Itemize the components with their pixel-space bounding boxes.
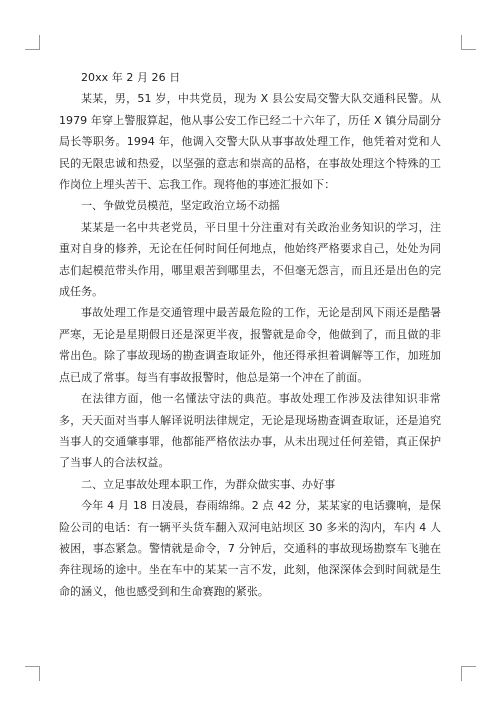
section-heading-2: 二、立足事故处理本职工作，为群众做实事、办好事 [81, 477, 336, 491]
body-paragraph: 在法律方面，他一名懂法守法的典范。事故处理工作涉及法律知识非常多，天天面对当事人解译说明法律规定，无论是现场勘查调查取证，还是追究当事人的交通肇事罪，他都能严格依法办事，从未出现过任何差错，真正保护了当事人的合法权益。 [59, 392, 441, 470]
section-heading-1: 一、争做党员模范，坚定政治立场不动摇 [81, 199, 280, 213]
crop-mark-top-left [25, 35, 40, 50]
body-paragraph: 今年 4 月 18 日凌晨，春雨绵绵。2 点 42 分，某某家的电话骤响，是保险公司的电话：有一辆平头货车翻入双河电站坝区 30 多米的沟内，车内 4 人被困，事态紧急。警情就是命令，7 分钟后，交通科的事故现场勘察车飞驰在奔往现场的途中。坐在车中的某某一言不发，此刻，他深深体会到时间就是生命的涵义，他也感受到和生命赛跑的紧张。 [59, 499, 441, 598]
crop-mark-bottom-left [25, 666, 40, 681]
intro-paragraph: 某某，男，51 岁，中共党员，现为 X 县公安局交警大队交通科民警。从 1979 年穿上警服算起，他从事公安工作已经二十六年了，历任 X 镇分局副分局长等职务。1994 年，他调入交警大队从事事故处理工作，他凭着对党和人民的无限忠诚和热爱，以坚强的意志和崇高的品格，在事故处理这个特殊的工作岗位上埋头苦干、忘我工作。现将他的事迹汇报如下： [59, 92, 441, 192]
document-body [59, 67, 441, 602]
body-paragraph: 某某是一名中共老党员，平日里十分注重对有关政治业务知识的学习，注重对自身的修养，无论在任何时间任何地点，他始终严格要求自己，处处为同志们起模范带头作用，哪里艰苦到哪里去，不但毫无怨言，而且还是出色的完成任务。 [59, 220, 441, 299]
date-line: 20xx 年 2 月 26 日 [81, 71, 181, 84]
crop-mark-top-right [461, 35, 476, 50]
crop-mark-bottom-right [461, 666, 476, 681]
body-paragraph: 事故处理工作是交通管理中最苦最危险的工作，无论是刮风下雨还是酷暑严寒，无论是星期假日还是深更半夜，报警就是命令，他做到了，而且做的非常出色。除了事故现场的勘查调查取证外，他还得承担着调解等工作，加班加点已成了常事。每当有事故报警时，他总是第一个冲在了前面。 [59, 306, 441, 384]
